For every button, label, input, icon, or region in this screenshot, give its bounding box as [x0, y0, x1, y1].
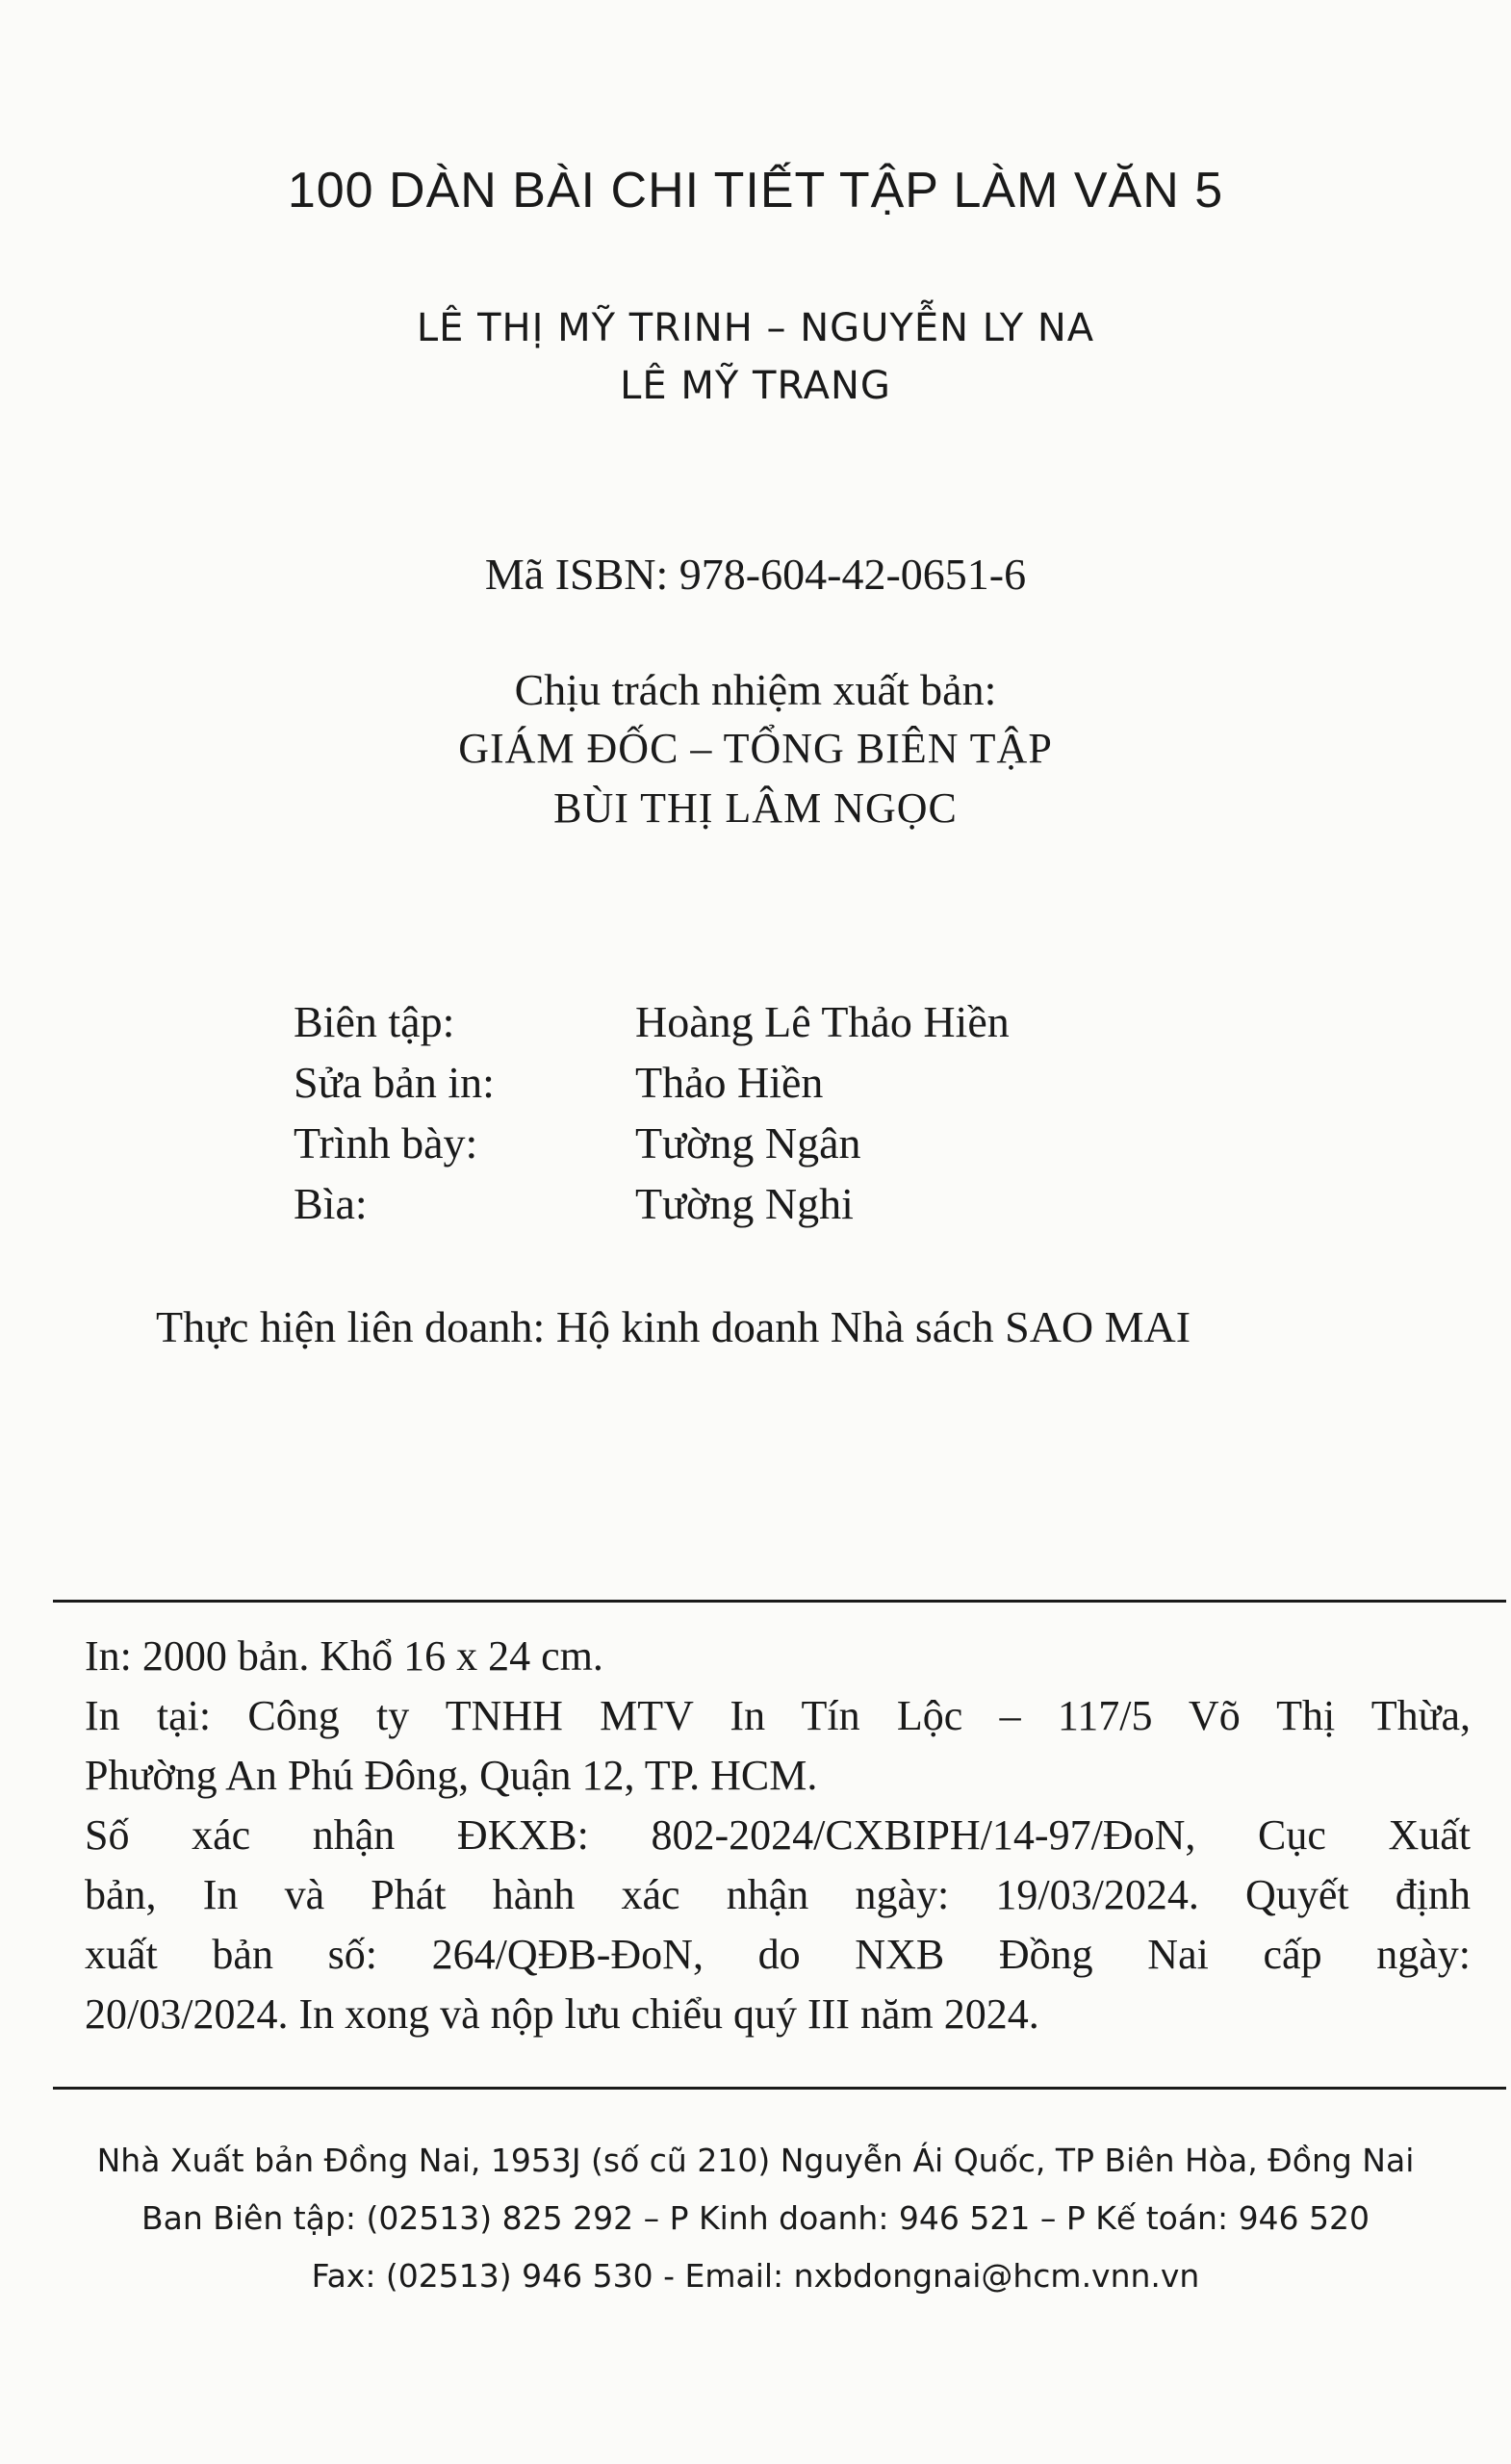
credit-name: Hoàng Lê Thảo Hiền — [635, 997, 1010, 1046]
divider-top — [53, 1600, 1506, 1603]
credit-name: Thảo Hiền — [635, 1058, 824, 1107]
authors-line-2: LÊ MỸ TRANG — [620, 364, 891, 408]
print-info-block — [85, 1627, 1471, 2044]
registration-line-4: 20/03/2024. In xong và nộp lưu chiểu quý III năm 2024. — [85, 1990, 1039, 2038]
responsibility-position: GIÁM ĐỐC – TỔNG BIÊN TẬP — [458, 725, 1053, 772]
publisher-info — [0, 2132, 1511, 2305]
credit-role: Bìa: — [294, 1179, 368, 1228]
book-title: 100 DÀN BÀI CHI TIẾT TẬP LÀM VĂN 5 — [287, 163, 1224, 218]
credit-role: Biên tập: — [294, 997, 455, 1046]
responsibility-label: Chịu trách nhiệm xuất bản: — [514, 665, 997, 714]
credit-role: Sửa bản in: — [294, 1058, 495, 1107]
joint-venture-line: Thực hiện liên doanh: Hộ kinh doanh Nhà sách SAO MAI — [156, 1302, 1191, 1351]
isbn: Mã ISBN: 978-604-42-0651-6 — [484, 550, 1027, 599]
credit-role: Trình bày: — [294, 1118, 478, 1168]
responsibility-name: BÙI THỊ LÂM NGỌC — [553, 784, 958, 832]
divider-bottom — [53, 2087, 1506, 2090]
credit-row-proofreader — [294, 1057, 1010, 1117]
publisher-phones: Ban Biên tập: (02513) 825 292 – P Kinh doanh: 946 521 – P Kế toán: 946 520 — [141, 2199, 1370, 2237]
registration-line-3: xuất bản số: 264/QĐB-ĐoN, do NXB Đồng Nai cấp ngày: — [85, 1931, 1471, 1978]
credit-name: Tường Nghi — [635, 1179, 854, 1228]
credit-row-cover — [294, 1178, 1010, 1239]
credit-row-editor — [294, 996, 1010, 1057]
credits-list — [294, 996, 1010, 1239]
printer-address-line: Phường An Phú Đông, Quận 12, TP. HCM. — [85, 1752, 818, 1799]
publisher-address: Nhà Xuất bản Đồng Nai, 1953J (số cũ 210) Nguyễn Ái Quốc, TP Biên Hòa, Đồng Nai — [96, 2142, 1415, 2179]
print-run-line: In: 2000 bản. Khổ 16 x 24 cm. — [85, 1632, 603, 1680]
printer-line: In tại: Công ty TNHH MTV In Tín Lộc – 117/5 Võ Thị Thừa, — [85, 1692, 1471, 1739]
registration-line-2: bản, In và Phát hành xác nhận ngày: 19/03/2024. Quyết định — [85, 1871, 1471, 1918]
authors-line-1: LÊ THỊ MỸ TRINH – NGUYỄN LY NA — [416, 306, 1095, 350]
credit-row-layout — [294, 1117, 1010, 1178]
publisher-contact: Fax: (02513) 946 530 - Email: nxbdongnai@hcm.vnn.vn — [311, 2257, 1200, 2295]
registration-line-1: Số xác nhận ĐKXB: 802-2024/CXBIPH/14-97/ĐoN, Cục Xuất — [85, 1811, 1471, 1859]
credit-name: Tường Ngân — [635, 1118, 861, 1168]
